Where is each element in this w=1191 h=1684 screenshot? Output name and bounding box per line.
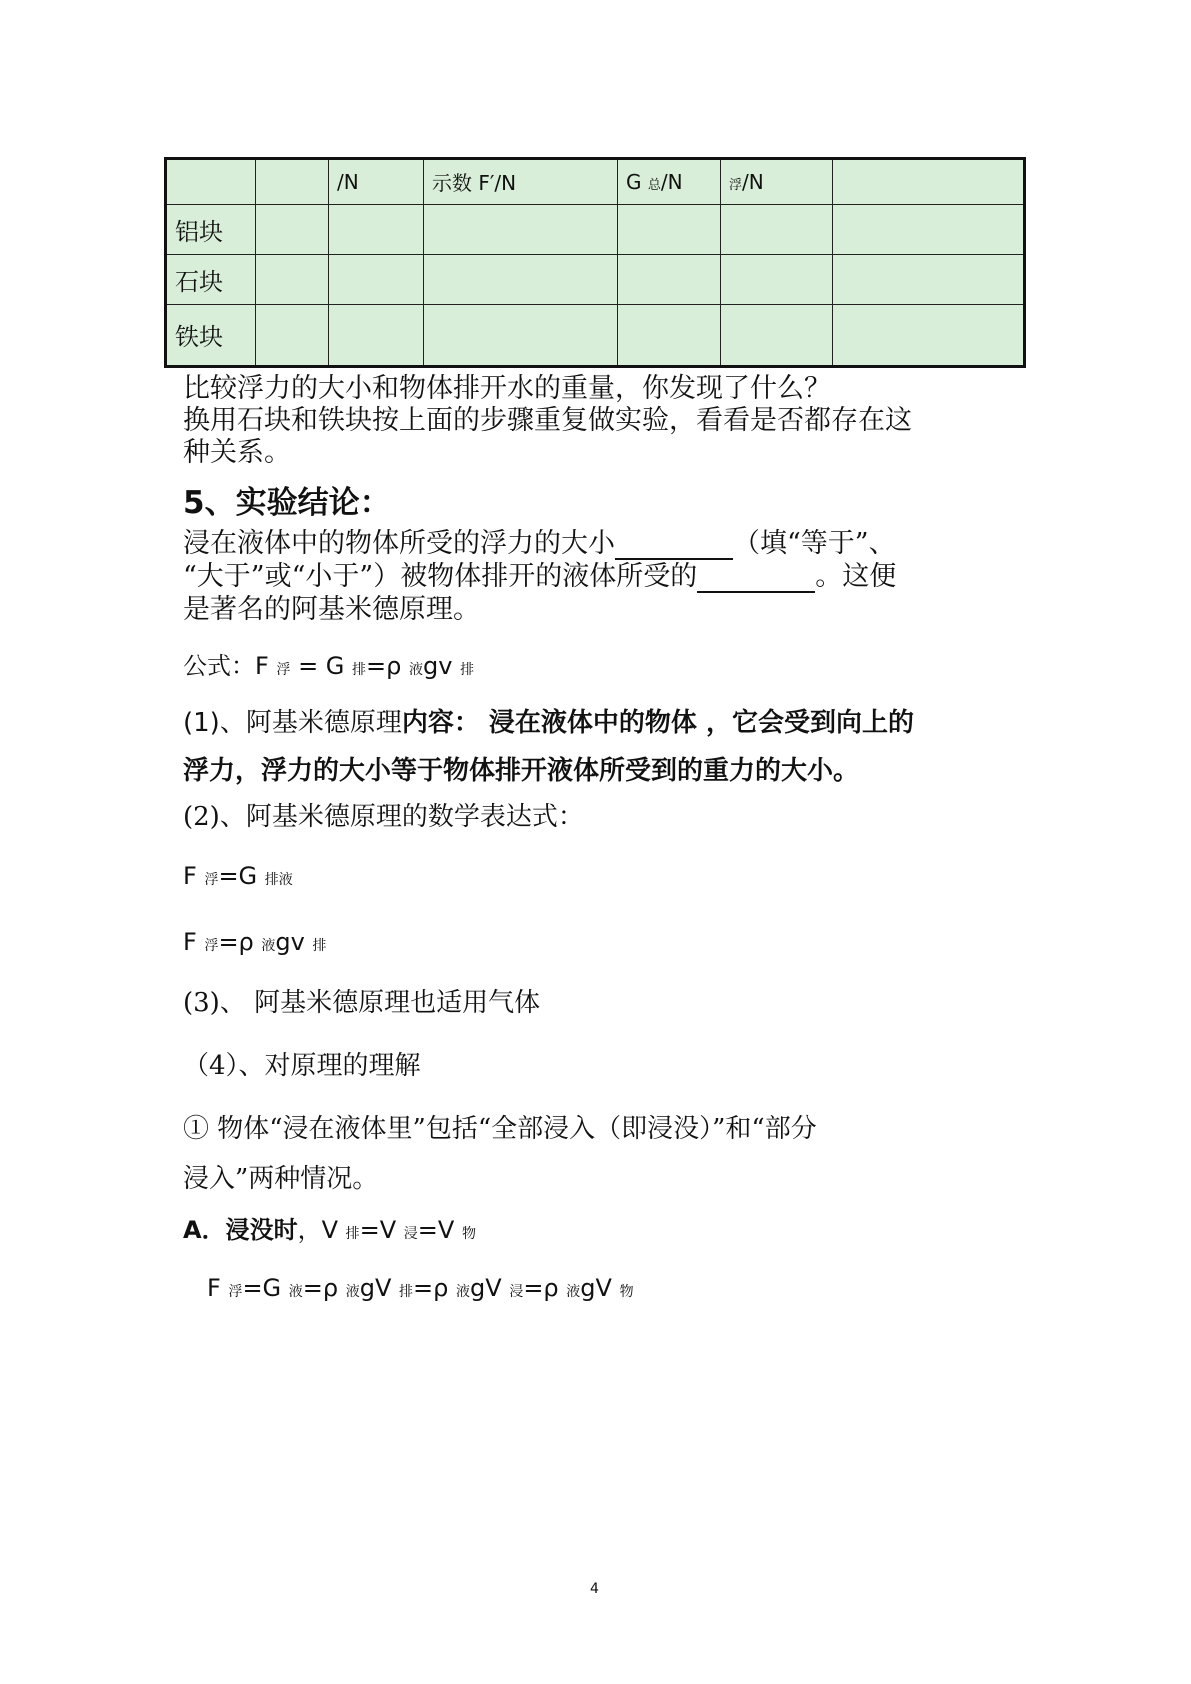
fill-blank-1[interactable]: [615, 532, 733, 560]
row-label: 铝块: [166, 204, 256, 254]
formula-f-equals-rho: F 浮=ρ 液gv 排: [183, 928, 327, 956]
header-cell-7: [833, 159, 1025, 205]
header-cell-4: 示数 F′/N: [424, 159, 618, 205]
principle-understanding-line: （4）、对原理的理解: [183, 1051, 421, 1081]
question-1: 比较浮力的大小和物体排开水的重量，你发现了什么？: [183, 373, 831, 404]
table-row: [166, 204, 1025, 254]
table-header-row: [166, 159, 1025, 205]
principle-expression-heading: (2)、阿基米德原理的数学表达式：: [183, 802, 584, 832]
header-cell-2: [256, 159, 329, 205]
principle-gas-line: (3)、 阿基米德原理也适用气体: [183, 988, 541, 1018]
understanding-point-1a: ① 物体“浸在液体里”包括“全部浸入（即浸没）”和“部分: [183, 1114, 817, 1144]
understanding-point-1b: 浸入”两种情况。: [183, 1164, 379, 1194]
fill-blank-2[interactable]: [697, 565, 815, 593]
submerged-line: A．浸没时，V 排=V 浸=V 物: [183, 1216, 476, 1244]
principle-content-line-2: 浮力，浮力的大小等于物体排开液体所受到的重力的大小。: [183, 756, 860, 786]
data-table: [164, 157, 1026, 368]
question-2a: 换用石块和铁块按上面的步骤重复做实验，看看是否都存在这: [183, 405, 912, 436]
row-label: 石块: [166, 254, 256, 304]
page-number: 4: [590, 1581, 599, 1597]
question-2b: 种关系。: [183, 437, 291, 468]
formula-line: 公式：F 浮 = G 排=ρ 液gv 排: [183, 652, 475, 680]
row-label: 铁块: [166, 304, 256, 366]
header-cell-6: 浮/N: [721, 159, 833, 205]
header-cell-1: [166, 159, 256, 205]
formula-f-equals-g: F 浮=G 排液: [183, 862, 293, 890]
section-heading: 5、实验结论：: [183, 485, 391, 521]
header-cell-3: /N: [329, 159, 424, 205]
conclusion-line-2: “大于”或“小于”）被物体排开的液体所受的 。这便: [183, 561, 897, 592]
conclusion-line-3: 是著名的阿基米德原理。: [183, 594, 480, 625]
principle-content-line-1: (1)、阿基米德原理内容： 浸在液体中的物体 ，它会受到向上的: [183, 708, 914, 738]
submerged-formula: F 浮=G 液=ρ 液gV 排=ρ 液gV 浸=ρ 液gV 物: [207, 1274, 634, 1302]
table-row: [166, 304, 1025, 366]
conclusion-line-1: 浸在液体中的物体所受的浮力的大小 （填“等于”、: [183, 528, 896, 559]
table-row: [166, 254, 1025, 304]
header-cell-5: G 总/N: [618, 159, 721, 205]
